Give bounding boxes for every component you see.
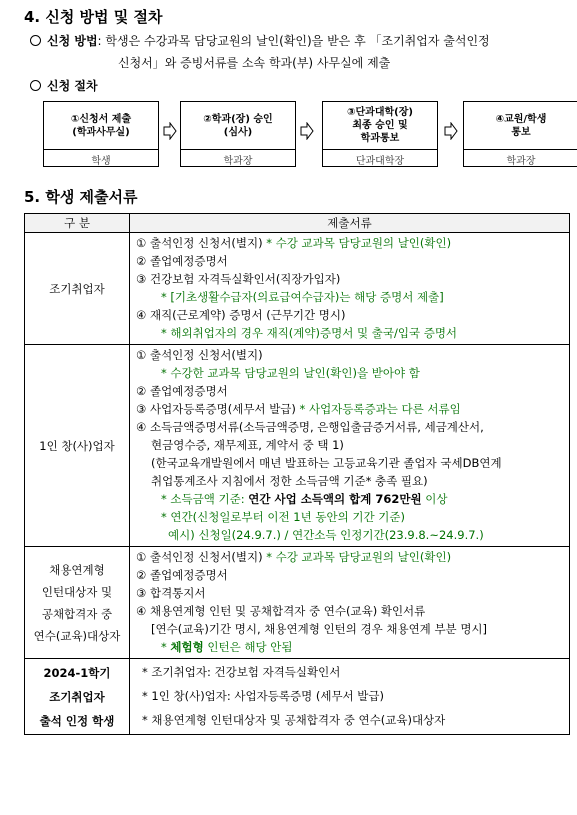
doc-line: ③ 합격통지서 bbox=[136, 586, 206, 600]
row-category: 조기취업자 bbox=[25, 233, 130, 345]
category-line: 출석 인정 학생 bbox=[39, 713, 115, 728]
doc-line: * 조기취업자: 건강보험 자격득실확인서 bbox=[142, 665, 341, 679]
row-category bbox=[25, 547, 130, 659]
doc-line: ④ 소득금액증명서류(소득금액증명, 은행입출금증거서류, 세금계산서, bbox=[136, 420, 484, 434]
step-2-role: 학과장 bbox=[223, 155, 253, 167]
row-documents bbox=[130, 233, 570, 345]
flow-step-1 bbox=[43, 101, 159, 167]
doc-line: [연수(교육)기간 명시, 채용연계형 인턴의 경우 채용연계 부분 명시] bbox=[151, 622, 488, 636]
doc-line: ① 출석인정 신청서(별지) bbox=[136, 236, 263, 250]
step-4-line-1: ④교원/학생 bbox=[495, 113, 547, 125]
circle-bullet-icon bbox=[30, 80, 41, 91]
doc-line: 현금영수증, 재무제표, 계약서 중 택 1) bbox=[151, 438, 344, 452]
doc-note-bold: 체험형 bbox=[170, 640, 204, 654]
doc-note: * 수강 교과목 담당교원의 날인(확인) bbox=[262, 550, 452, 564]
table-header-row bbox=[25, 214, 570, 233]
documents-table bbox=[24, 213, 570, 735]
doc-line: * 채용연계형 인턴대상자 및 공채합격자 중 연수(교육)대상자 bbox=[142, 713, 446, 727]
step-3-line-3: 학과통보 bbox=[360, 133, 400, 144]
table-row bbox=[25, 547, 570, 659]
arrow-right-icon bbox=[444, 122, 458, 140]
section4-title: 4. 신청 방법 및 절차 bbox=[24, 8, 163, 26]
flow-step-2 bbox=[180, 101, 296, 167]
doc-note: * 수강 교과목 담당교원의 날인(확인) bbox=[262, 236, 452, 250]
category-line: 채용연계형 bbox=[49, 562, 105, 577]
step-1-line-2: (학과사무실) bbox=[72, 126, 130, 138]
method-text-2: 신청서」와 증빙서류를 소속 학과(부) 사무실에 제출 bbox=[118, 56, 391, 70]
doc-note: 이상 bbox=[421, 492, 448, 506]
header-category: 구 분 bbox=[25, 214, 130, 233]
doc-line: ① 출석인정 신청서(별지) bbox=[136, 348, 263, 362]
doc-note: * 연간(신청일로부터 이전 1년 동안의 기간 기준) bbox=[161, 510, 405, 524]
flow-step-4 bbox=[463, 101, 577, 167]
method-label: 신청 방법 bbox=[47, 34, 98, 48]
arrow-right-icon bbox=[300, 122, 314, 140]
procedure-label: 신청 절차 bbox=[47, 79, 98, 93]
doc-note: 예시) 신청일(24.9.7.) / 연간소득 인정기간(23.9.8.~24.9.7.) bbox=[168, 528, 484, 542]
doc-note: * bbox=[161, 640, 171, 654]
row-category bbox=[25, 659, 130, 735]
section5-title: 5. 학생 제출서류 bbox=[24, 188, 138, 206]
method-paragraph bbox=[30, 32, 490, 72]
doc-line: ③ 사업자등록증명(세무서 발급) bbox=[136, 402, 296, 416]
doc-note: * 소득금액 기준: bbox=[161, 492, 249, 506]
table-row bbox=[25, 345, 570, 547]
step-2-line-1: ②학과(장) 승인 bbox=[203, 113, 273, 125]
step-2-line-2: (심사) bbox=[223, 126, 253, 138]
doc-line: ③ 건강보험 자격득실확인서(직장가입자) bbox=[136, 272, 341, 286]
doc-line: ② 졸업예정증명서 bbox=[136, 254, 228, 268]
doc-note: * 사업자등록증과는 다른 서류임 bbox=[295, 402, 461, 416]
doc-line: * 1인 창(사)업자: 사업자등록증명 (세무서 발급) bbox=[142, 689, 385, 703]
step-3-role: 단과대학장 bbox=[355, 155, 405, 167]
flow-step-3 bbox=[322, 101, 438, 167]
doc-line: 취업통계조사 지침에서 정한 소득금액 기준* 충족 필요) bbox=[151, 474, 428, 488]
doc-note: * 수강한 교과목 담당교원의 날인(확인)을 받아야 함 bbox=[161, 366, 420, 380]
method-text-1: : 학생은 수강과목 담당교원의 날인(확인)을 받은 후 「조기취업자 출석인정 bbox=[97, 34, 490, 48]
category-line: 연수(교육)대상자 bbox=[33, 628, 121, 643]
row-category: 1인 창(사)업자 bbox=[25, 345, 130, 547]
row-documents bbox=[130, 547, 570, 659]
row-documents bbox=[130, 659, 570, 735]
doc-note: * 해외취업자의 경우 재직(계약)증명서 및 출국/입국 증명서 bbox=[161, 326, 458, 340]
doc-line: ④ 채용연계형 인턴 및 공채합격자 중 연수(교육) 확인서류 bbox=[136, 604, 426, 618]
category-line: 조기취업자 bbox=[49, 689, 105, 704]
category-line: 2024-1학기 bbox=[43, 665, 111, 680]
arrow-right-icon bbox=[163, 122, 177, 140]
step-3-line-1: ③단과대학(장) bbox=[347, 107, 413, 118]
circle-bullet-icon bbox=[30, 35, 41, 46]
procedure-heading bbox=[30, 77, 98, 94]
step-3-line-2: 최종 승인 및 bbox=[352, 120, 408, 131]
doc-line: ④ 재직(근로계약) 증명서 (근무기간 명시) bbox=[136, 308, 346, 322]
doc-line: ① 출석인정 신청서(별지) bbox=[136, 550, 263, 564]
step-1-role: 학생 bbox=[91, 155, 111, 167]
income-threshold: 연간 사업 소득액의 합계 762만원 bbox=[248, 492, 422, 506]
doc-line: ② 졸업예정증명서 bbox=[136, 568, 228, 582]
doc-line: (한국교육개발원에서 매년 발표하는 고등교육기관 졸업자 국세DB연계 bbox=[151, 456, 502, 470]
row-documents bbox=[130, 345, 570, 547]
table-row bbox=[25, 659, 570, 735]
step-1-line-1: ①신청서 제출 bbox=[70, 113, 132, 125]
table-row bbox=[25, 233, 570, 345]
doc-line: ② 졸업예정증명서 bbox=[136, 384, 228, 398]
doc-note: 인턴은 해당 안됨 bbox=[203, 640, 293, 654]
header-documents: 제출서류 bbox=[130, 214, 570, 233]
category-line: 인턴대상자 및 bbox=[41, 584, 113, 599]
category-line: 공채합격자 중 bbox=[41, 606, 113, 621]
doc-note: * [기초생활수급자(의료급여수급자)는 해당 증명서 제출] bbox=[161, 290, 444, 304]
step-4-role: 학과장 bbox=[506, 155, 536, 167]
step-4-line-2: 통보 bbox=[511, 126, 531, 138]
